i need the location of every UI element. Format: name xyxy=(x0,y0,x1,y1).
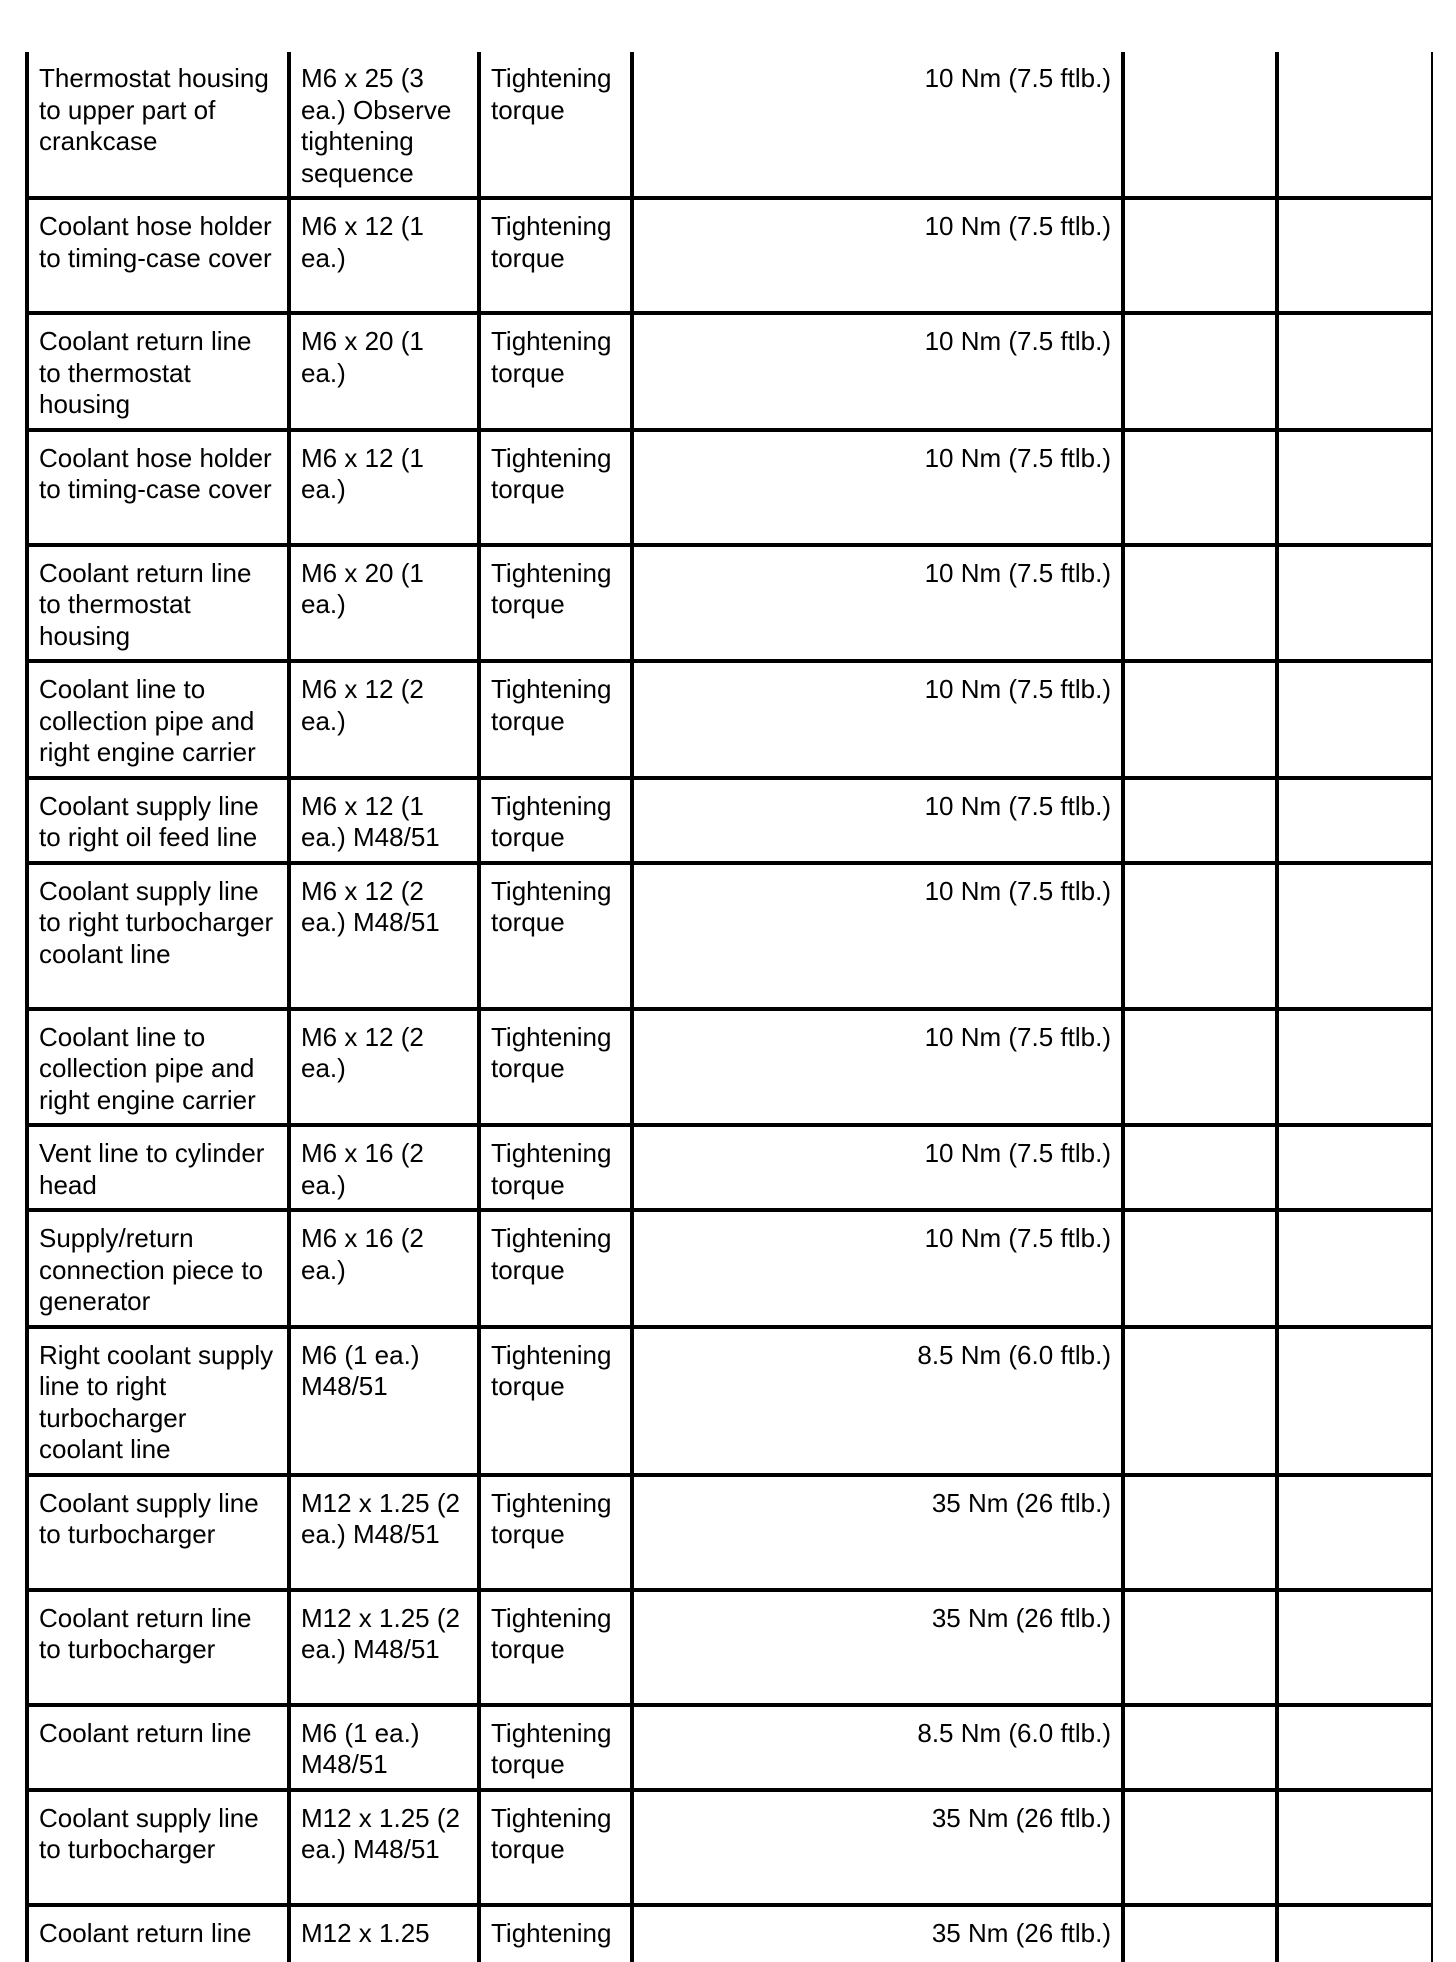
component-cell: Coolant return line to thermostat housing xyxy=(27,313,289,430)
fastener-cell: M6 (1 ea.) M48/51 xyxy=(289,1705,479,1790)
fastener-cell: M6 x 12 (2 ea.) xyxy=(289,661,479,778)
blank-cell xyxy=(1123,1125,1277,1210)
table-row xyxy=(27,430,1433,545)
fastener-cell: M6 x 20 (1 ea.) xyxy=(289,313,479,430)
torque-value-cell: 10 Nm (7.5 ftlb.) xyxy=(632,545,1123,662)
component-cell: Coolant return line to turbocharger xyxy=(27,1590,289,1705)
blank-cell xyxy=(1277,1590,1433,1705)
component-cell: Coolant supply line to turbocharger xyxy=(27,1790,289,1905)
component-cell: Coolant line to collection pipe and right engine carrier xyxy=(27,1009,289,1126)
torque-value-cell: 10 Nm (7.5 ftlb.) xyxy=(632,661,1123,778)
blank-cell xyxy=(1277,1210,1433,1327)
spec-type-cell: Tightening torque xyxy=(479,1009,632,1126)
blank-cell xyxy=(1277,545,1433,662)
blank-cell xyxy=(1123,52,1277,198)
fastener-cell: M12 x 1.25 (2 ea.) M48/51 xyxy=(289,1790,479,1905)
blank-cell xyxy=(1277,1790,1433,1905)
blank-cell xyxy=(1123,1475,1277,1590)
fastener-cell: M6 x 12 (1 ea.) xyxy=(289,430,479,545)
torque-value-cell: 8.5 Nm (6.0 ftlb.) xyxy=(632,1705,1123,1790)
component-cell: Coolant supply line to turbocharger xyxy=(27,1475,289,1590)
blank-cell xyxy=(1277,198,1433,313)
torque-value-cell: 35 Nm (26 ftlb.) xyxy=(632,1905,1123,1962)
blank-cell xyxy=(1123,1009,1277,1126)
spec-type-cell: Tightening torque xyxy=(479,1210,632,1327)
torque-value-cell: 10 Nm (7.5 ftlb.) xyxy=(632,863,1123,1009)
component-cell: Vent line to cylinder head xyxy=(27,1125,289,1210)
component-cell: Coolant return line to thermostat housing xyxy=(27,545,289,662)
fastener-cell: M6 x 25 (3 ea.) Observe tightening sequence xyxy=(289,52,479,198)
fastener-cell: M6 (1 ea.) M48/51 xyxy=(289,1327,479,1475)
table-row xyxy=(27,778,1433,863)
blank-cell xyxy=(1277,1705,1433,1790)
table-row xyxy=(27,1790,1433,1905)
spec-type-cell: Tightening torque xyxy=(479,661,632,778)
blank-cell xyxy=(1277,863,1433,1009)
table-row xyxy=(27,545,1433,662)
blank-cell xyxy=(1123,1327,1277,1475)
torque-value-cell: 10 Nm (7.5 ftlb.) xyxy=(632,52,1123,198)
blank-cell xyxy=(1123,198,1277,313)
component-cell: Coolant line to collection pipe and right engine carrier xyxy=(27,661,289,778)
blank-cell xyxy=(1123,661,1277,778)
table-row xyxy=(27,52,1433,198)
torque-spec-page xyxy=(25,0,1433,1962)
spec-type-cell: Tightening torque xyxy=(479,52,632,198)
spec-type-cell: Tightening torque xyxy=(479,1475,632,1590)
table-row xyxy=(27,863,1433,1009)
blank-cell xyxy=(1277,661,1433,778)
blank-cell xyxy=(1123,545,1277,662)
component-cell: Coolant supply line to right turbocharger coolant line xyxy=(27,863,289,1009)
blank-cell xyxy=(1277,52,1433,198)
blank-cell xyxy=(1277,1009,1433,1126)
fastener-cell: M12 x 1.25 xyxy=(289,1905,479,1962)
spec-type-cell: Tightening torque xyxy=(479,1790,632,1905)
spec-type-cell: Tightening torque xyxy=(479,198,632,313)
torque-value-cell: 10 Nm (7.5 ftlb.) xyxy=(632,430,1123,545)
component-cell: Right coolant supply line to right turbocharger coolant line xyxy=(27,1327,289,1475)
spec-type-cell: Tightening torque xyxy=(479,313,632,430)
blank-cell xyxy=(1123,778,1277,863)
torque-value-cell: 8.5 Nm (6.0 ftlb.) xyxy=(632,1327,1123,1475)
component-cell: Supply/return connection piece to generator xyxy=(27,1210,289,1327)
fastener-cell: M12 x 1.25 (2 ea.) M48/51 xyxy=(289,1590,479,1705)
component-cell: Thermostat housing to upper part of crankcase xyxy=(27,52,289,198)
fastener-cell: M6 x 20 (1 ea.) xyxy=(289,545,479,662)
spec-type-cell: Tightening torque xyxy=(479,863,632,1009)
fastener-cell: M6 x 12 (1 ea.) M48/51 xyxy=(289,778,479,863)
fastener-cell: M6 x 12 (2 ea.) M48/51 xyxy=(289,863,479,1009)
blank-cell xyxy=(1123,1790,1277,1905)
table-row xyxy=(27,1905,1433,1962)
blank-cell xyxy=(1123,1905,1277,1962)
torque-value-cell: 10 Nm (7.5 ftlb.) xyxy=(632,778,1123,863)
table-row xyxy=(27,1475,1433,1590)
table-row xyxy=(27,1705,1433,1790)
torque-spec-table xyxy=(25,52,1433,1962)
torque-value-cell: 10 Nm (7.5 ftlb.) xyxy=(632,313,1123,430)
torque-value-cell: 10 Nm (7.5 ftlb.) xyxy=(632,1009,1123,1126)
component-cell: Coolant return line xyxy=(27,1705,289,1790)
component-cell: Coolant hose holder to timing-case cover xyxy=(27,430,289,545)
torque-value-cell: 10 Nm (7.5 ftlb.) xyxy=(632,198,1123,313)
spec-type-cell: Tightening torque xyxy=(479,1705,632,1790)
spec-type-cell: Tightening torque xyxy=(479,545,632,662)
torque-value-cell: 10 Nm (7.5 ftlb.) xyxy=(632,1210,1123,1327)
fastener-cell: M6 x 12 (2 ea.) xyxy=(289,1009,479,1126)
table-row xyxy=(27,1210,1433,1327)
blank-cell xyxy=(1123,1210,1277,1327)
blank-cell xyxy=(1123,1590,1277,1705)
component-cell: Coolant supply line to right oil feed line xyxy=(27,778,289,863)
component-cell: Coolant hose holder to timing-case cover xyxy=(27,198,289,313)
torque-value-cell: 35 Nm (26 ftlb.) xyxy=(632,1590,1123,1705)
table-row xyxy=(27,198,1433,313)
blank-cell xyxy=(1123,430,1277,545)
spec-type-cell: Tightening torque xyxy=(479,778,632,863)
blank-cell xyxy=(1277,1125,1433,1210)
fastener-cell: M6 x 16 (2 ea.) xyxy=(289,1210,479,1327)
spec-type-cell: Tightening xyxy=(479,1905,632,1962)
fastener-cell: M6 x 12 (1 ea.) xyxy=(289,198,479,313)
torque-value-cell: 35 Nm (26 ftlb.) xyxy=(632,1475,1123,1590)
table-row xyxy=(27,313,1433,430)
blank-cell xyxy=(1277,1327,1433,1475)
table-row xyxy=(27,1590,1433,1705)
spec-type-cell: Tightening torque xyxy=(479,1590,632,1705)
fastener-cell: M6 x 16 (2 ea.) xyxy=(289,1125,479,1210)
table-row xyxy=(27,1125,1433,1210)
component-cell: Coolant return line xyxy=(27,1905,289,1962)
torque-value-cell: 35 Nm (26 ftlb.) xyxy=(632,1790,1123,1905)
spec-type-cell: Tightening torque xyxy=(479,1125,632,1210)
blank-cell xyxy=(1123,863,1277,1009)
spec-type-cell: Tightening torque xyxy=(479,430,632,545)
torque-value-cell: 10 Nm (7.5 ftlb.) xyxy=(632,1125,1123,1210)
blank-cell xyxy=(1277,313,1433,430)
blank-cell xyxy=(1277,1475,1433,1590)
spec-type-cell: Tightening torque xyxy=(479,1327,632,1475)
blank-cell xyxy=(1277,1905,1433,1962)
blank-cell xyxy=(1123,1705,1277,1790)
blank-cell xyxy=(1123,313,1277,430)
blank-cell xyxy=(1277,778,1433,863)
fastener-cell: M12 x 1.25 (2 ea.) M48/51 xyxy=(289,1475,479,1590)
blank-cell xyxy=(1277,430,1433,545)
table-row xyxy=(27,661,1433,778)
table-row xyxy=(27,1327,1433,1475)
table-row xyxy=(27,1009,1433,1126)
